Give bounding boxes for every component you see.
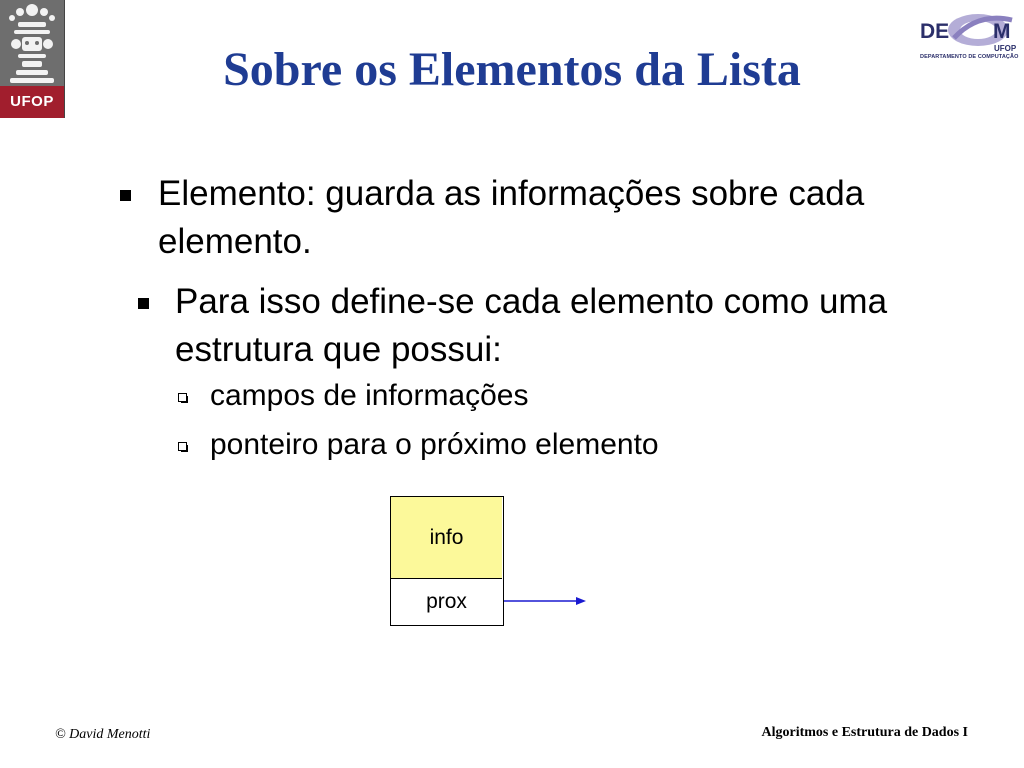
square-bullet-icon <box>138 298 149 309</box>
square-bullet-icon <box>120 190 131 201</box>
footer-course: Algoritmos e Estrutura de Dados I <box>761 725 968 740</box>
decom-de-text: DE <box>920 20 950 43</box>
hollow-square-bullet-icon <box>178 393 187 402</box>
node-prox-field: prox <box>391 579 502 625</box>
list-node-diagram <box>390 496 504 626</box>
hollow-square-bullet-icon <box>178 442 187 451</box>
slide-title: Sobre os Elementos da Lista <box>223 43 801 96</box>
bullet-text: Para isso define-se cada elemento como uma estrutura que possui: <box>175 282 888 369</box>
bullet-text: Elemento: guarda as informações sobre cada elemento. <box>158 174 865 261</box>
footer-author: © David Menotti <box>55 727 151 742</box>
decom-m-text: M <box>993 20 1011 43</box>
ufop-band-label: UFOP <box>0 86 64 118</box>
decom-ufop-text: UFOP <box>994 44 1017 53</box>
decom-subtitle: DEPARTAMENTO DE COMPUTAÇÃO <box>920 54 1019 60</box>
pointer-arrow-icon <box>504 594 588 608</box>
node-info-field: info <box>391 497 502 579</box>
sub-bullet-text: campos de informações <box>210 379 529 412</box>
sub-bullet-text: ponteiro para o próximo elemento <box>210 428 659 461</box>
